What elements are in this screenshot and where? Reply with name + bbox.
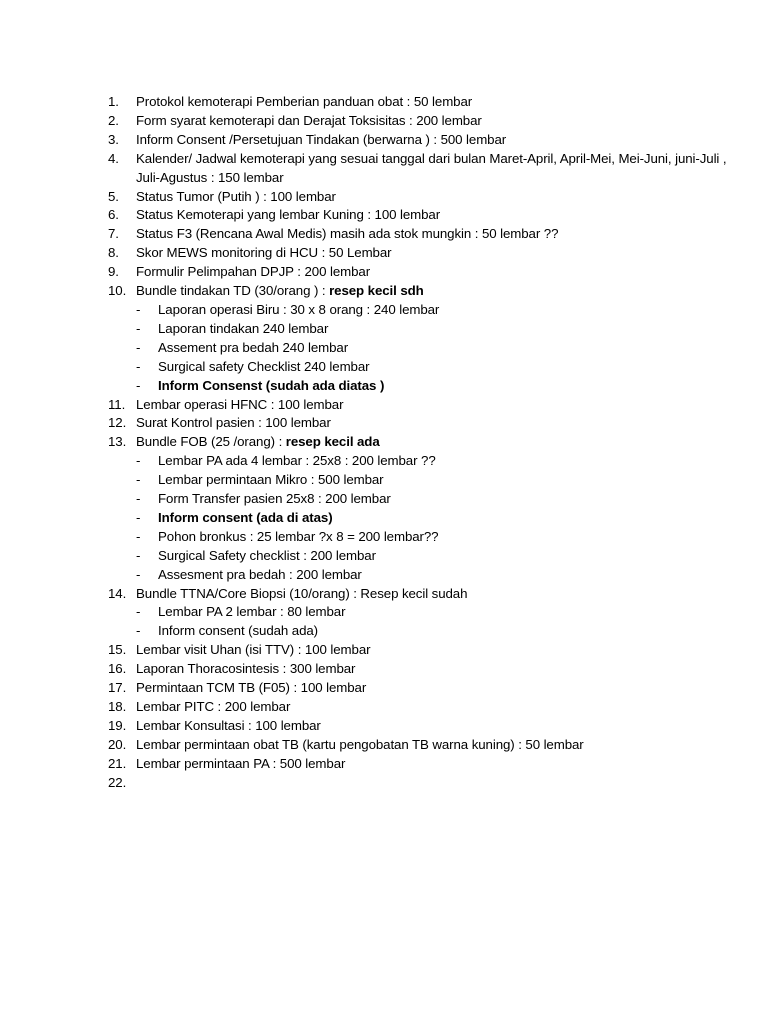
sub-item-text: Laporan tindakan 240 lembar [158, 320, 329, 336]
sub-item-text: Inform consent (ada di atas) [158, 509, 333, 525]
sub-item-dash: - [136, 566, 141, 582]
sub-list-item [108, 603, 748, 622]
item-number: 8. [108, 245, 119, 261]
item-number: 21. [108, 755, 127, 771]
sub-item-text: Lembar permintaan Mikro : 500 lembar [158, 472, 384, 488]
sub-item-dash: - [136, 358, 141, 374]
sub-item-dash: - [136, 339, 141, 355]
item-text: Protokol kemoterapi Pemberian panduan obat : 50 lembar [136, 94, 473, 109]
item-number: 1. [108, 94, 119, 109]
item-text: Skor MEWS monitoring di HCU : 50 Lembar [136, 245, 392, 261]
list-item [108, 755, 748, 774]
item-number: 13. [108, 434, 127, 450]
item-number: 17. [108, 680, 127, 696]
sub-list-item [108, 377, 748, 396]
item-number: 10. [108, 283, 127, 299]
sub-list-item [108, 509, 748, 528]
item-text-regular: Bundle FOB (25 /orang) : [136, 434, 286, 450]
sub-list-item [108, 547, 748, 566]
sub-item-text: Surgical Safety checklist : 200 lembar [158, 547, 376, 563]
sub-item-text: Assesment pra bedah : 200 lembar [158, 566, 362, 582]
list-item [108, 131, 748, 150]
list-item [108, 698, 748, 717]
item-text: Surat Kontrol pasien : 100 lembar [136, 415, 331, 431]
item-text-regular: Bundle tindakan TD (30/orang ) : [136, 283, 330, 299]
item-text: Lembar permintaan obat TB (kartu pengobatan TB warna kuning) : 50 lembar [136, 736, 584, 752]
item-number: 15. [108, 642, 127, 658]
sub-item-text: Form Transfer pasien 25x8 : 200 lembar [158, 491, 391, 507]
item-number: 6. [108, 207, 119, 223]
sub-item-text: Lembar PA 2 lembar : 80 lembar [158, 604, 346, 620]
sub-item-dash: - [136, 547, 141, 563]
item-text [136, 282, 748, 301]
item-number: 12. [108, 415, 127, 431]
list-item [108, 112, 748, 131]
item-number: 9. [108, 264, 119, 280]
sub-item-dash: - [136, 301, 141, 317]
sub-list-item [108, 452, 748, 471]
list-item [108, 206, 748, 225]
item-text: Inform Consent /Persetujuan Tindakan (berwarna ) : 500 lembar [136, 131, 507, 147]
list-item [108, 225, 748, 244]
item-number: 2. [108, 112, 119, 128]
sub-item-dash: - [136, 528, 141, 544]
item-text: Laporan Thoracosintesis : 300 lembar [136, 661, 356, 677]
sub-list-item [108, 566, 748, 585]
item-number: 18. [108, 699, 127, 714]
sub-item-dash: - [136, 491, 141, 507]
item-text: Bundle TTNA/Core Biopsi (10/orang) : Resep kecil sudah [136, 585, 468, 601]
item-text: Formulir Pelimpahan DPJP : 200 lembar [136, 264, 371, 280]
item-number: 20. [108, 736, 127, 752]
sub-item-dash: - [136, 377, 141, 393]
item-text: Lembar visit Uhan (isi TTV) : 100 lembar [136, 642, 371, 658]
item-number: 11. [108, 396, 126, 412]
list-item [108, 396, 748, 415]
sub-item-dash: - [136, 472, 141, 488]
sub-item-dash: - [136, 320, 141, 336]
item-number: 22. [108, 774, 127, 790]
sub-list-item [108, 301, 748, 320]
sub-item-text: Inform consent (sudah ada) [158, 623, 319, 639]
list-item [108, 660, 748, 679]
list-item [108, 150, 748, 188]
item-text: Kalender/ Jadwal kemoterapi yang sesuai tanggal dari bulan Maret-April, April-Mei, Mei-Juni, juni-Juli , Juli-Agustus : 150 lembar [136, 150, 727, 185]
item-number: 3. [108, 131, 119, 147]
list-item [108, 717, 748, 736]
item-number: 5. [108, 188, 119, 204]
sub-item-text: Surgical safety Checklist 240 lembar [158, 358, 370, 374]
item-text-bold-note: resep kecil ada [285, 434, 380, 450]
item-text: Lembar operasi HFNC : 100 lembar [136, 396, 344, 412]
item-text: Lembar permintaan PA : 500 lembar [136, 755, 346, 771]
list-item [108, 585, 748, 604]
sub-list-item [108, 339, 748, 358]
sub-item-text: Assement pra bedah 240 lembar [158, 339, 349, 355]
list-item [108, 736, 748, 755]
item-number: 19. [108, 717, 127, 733]
item-text: Status Kemoterapi yang lembar Kuning : 100 lembar [136, 207, 441, 223]
item-number: 14. [108, 585, 127, 601]
list-item [108, 433, 748, 452]
item-number: 16. [108, 661, 127, 677]
sub-list-item [108, 528, 748, 547]
item-text: Status F3 (Rencana Awal Medis) masih ada stok mungkin : 50 lembar ?? [136, 226, 559, 242]
item-text: Form syarat kemoterapi dan Derajat Toksisitas : 200 lembar [136, 112, 482, 128]
sub-item-text: Inform Consenst (sudah ada diatas ) [158, 377, 385, 393]
item-number: 4. [108, 150, 119, 166]
item-text [136, 433, 748, 452]
item-number: 7. [108, 226, 119, 242]
item-text: Permintaan TCM TB (F05) : 100 lembar [136, 680, 367, 696]
sub-item-text: Laporan operasi Biru : 30 x 8 orang : 240 lembar [158, 301, 440, 317]
sub-list-item [108, 358, 748, 377]
sub-list-item [108, 622, 748, 641]
sub-item-dash: - [136, 623, 141, 639]
list-item [108, 244, 748, 263]
sub-item-dash: - [136, 604, 141, 620]
sub-item-dash: - [136, 509, 141, 525]
list-item [108, 263, 748, 282]
numbered-list [108, 93, 748, 793]
list-item [108, 641, 748, 660]
sub-item-dash: - [136, 453, 141, 469]
list-item [108, 414, 748, 433]
list-item [108, 188, 748, 207]
sub-item-text: Lembar PA ada 4 lembar : 25x8 : 200 lembar ?? [158, 453, 436, 469]
list-item [108, 774, 748, 793]
item-text: Status Tumor (Putih ) : 100 lembar [136, 188, 336, 204]
list-item [108, 679, 748, 698]
list-item [108, 93, 748, 112]
item-text: Lembar Konsultasi : 100 lembar [136, 717, 321, 733]
sub-list-item [108, 320, 748, 339]
sub-item-text: Pohon bronkus : 25 lembar ?x 8 = 200 lembar?? [158, 528, 439, 544]
item-text-bold-note: resep kecil sdh [329, 283, 424, 299]
sub-list-item [108, 471, 748, 490]
sub-list-item [108, 490, 748, 509]
item-text: Lembar PITC : 200 lembar [136, 699, 291, 714]
list-item [108, 282, 748, 301]
